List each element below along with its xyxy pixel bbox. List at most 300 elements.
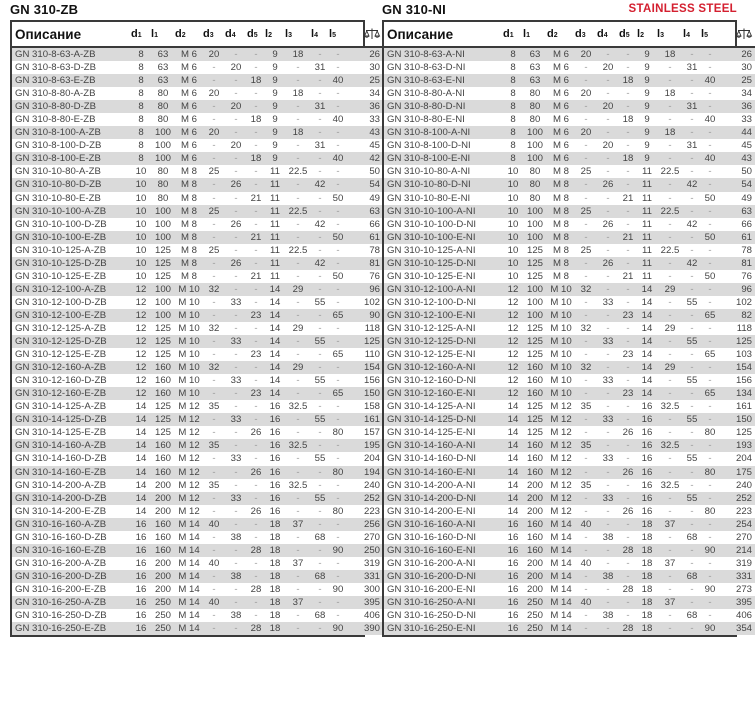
cell-d5: 21 xyxy=(619,270,637,283)
cell-l1: 80 xyxy=(523,113,547,126)
cell-d5: 18 xyxy=(247,152,265,165)
cell-l5: - xyxy=(701,479,719,492)
cell-l4: - xyxy=(311,309,329,322)
cell-l5: - xyxy=(329,609,347,622)
cell-d4: - xyxy=(225,622,247,635)
column-header-l5 xyxy=(329,22,347,47)
cell-description: GN 310-8-100-A-ZB xyxy=(12,126,131,139)
table-row xyxy=(12,400,383,413)
cell-weight: 30 xyxy=(719,61,755,74)
cell-d5: 18 xyxy=(619,152,637,165)
cell-d3: - xyxy=(575,531,597,544)
cell-l2: 14 xyxy=(637,361,657,374)
cell-weight: 125 xyxy=(347,335,383,348)
cell-l3: 37 xyxy=(657,557,683,570)
cell-l3: - xyxy=(657,466,683,479)
cell-d3: - xyxy=(575,231,597,244)
table-row xyxy=(384,361,755,374)
cell-description: GN 310-16-200-E-ZB xyxy=(12,583,131,596)
cell-d4: 38 xyxy=(225,531,247,544)
cell-l5: 80 xyxy=(329,505,347,518)
cell-d3: 40 xyxy=(203,596,225,609)
cell-d4: - xyxy=(225,283,247,296)
cell-description: GN 310-12-125-A-NI xyxy=(384,322,503,335)
cell-d2: M 10 xyxy=(547,335,575,348)
cell-l1: 160 xyxy=(523,466,547,479)
cell-l4: - xyxy=(311,152,329,165)
cell-l4: - xyxy=(683,400,701,413)
cell-weight: 406 xyxy=(719,609,755,622)
table-row xyxy=(384,400,755,413)
cell-l5: - xyxy=(329,439,347,452)
cell-l3: - xyxy=(285,570,311,583)
table-row xyxy=(384,100,755,113)
cell-d5: - xyxy=(247,452,265,465)
cell-l2: 18 xyxy=(265,609,285,622)
cell-l5: - xyxy=(329,61,347,74)
column-header-l3 xyxy=(657,22,683,47)
cell-l2: 9 xyxy=(637,47,657,61)
cell-d1: 12 xyxy=(131,348,151,361)
cell-l4: - xyxy=(683,361,701,374)
header-label: l4 xyxy=(311,28,318,40)
cell-description: GN 310-14-160-D-ZB xyxy=(12,452,131,465)
cell-l2: 9 xyxy=(637,74,657,87)
cell-d5: - xyxy=(247,61,265,74)
cell-weight: 54 xyxy=(719,178,755,191)
table-row xyxy=(12,531,383,544)
cell-d4: - xyxy=(225,466,247,479)
header-label: l5 xyxy=(701,28,708,40)
table-row xyxy=(12,609,383,622)
cell-d1: 8 xyxy=(503,139,523,152)
table-row xyxy=(12,257,383,270)
cell-l3: - xyxy=(285,335,311,348)
cell-d2: M 8 xyxy=(547,192,575,205)
cell-l4: 42 xyxy=(311,218,329,231)
cell-d5: 28 xyxy=(247,544,265,557)
cell-weight: 319 xyxy=(719,557,755,570)
cell-d4: 33 xyxy=(225,413,247,426)
cell-d1: 16 xyxy=(131,557,151,570)
cell-l1: 160 xyxy=(523,518,547,531)
cell-d4: - xyxy=(225,113,247,126)
cell-d2: M 10 xyxy=(547,283,575,296)
cell-l5: 80 xyxy=(701,426,719,439)
cell-l4: - xyxy=(683,87,701,100)
cell-d2: M 6 xyxy=(547,74,575,87)
cell-l5: - xyxy=(329,557,347,570)
cell-l2: 11 xyxy=(265,205,285,218)
cell-l4: - xyxy=(311,622,329,635)
cell-d3: - xyxy=(203,609,225,622)
cell-l1: 200 xyxy=(151,479,175,492)
cell-description: GN 310-14-160-A-NI xyxy=(384,439,503,452)
cell-d5: 21 xyxy=(247,231,265,244)
cell-d5: 23 xyxy=(247,348,265,361)
table-row xyxy=(384,152,755,165)
cell-d2: M 6 xyxy=(547,126,575,139)
cell-weight: 118 xyxy=(347,322,383,335)
cell-l1: 250 xyxy=(151,609,175,622)
cell-l1: 100 xyxy=(151,126,175,139)
table-row xyxy=(12,87,383,100)
cell-l1: 160 xyxy=(151,544,175,557)
header-label: Описание xyxy=(15,26,82,42)
cell-weight: 150 xyxy=(719,413,755,426)
cell-d4: - xyxy=(225,426,247,439)
column-header-d1 xyxy=(503,22,523,47)
cell-d1: 14 xyxy=(131,413,151,426)
cell-l4: 31 xyxy=(683,100,701,113)
cell-weight: 254 xyxy=(719,518,755,531)
cell-weight: 273 xyxy=(719,583,755,596)
cell-d4: - xyxy=(225,583,247,596)
cell-d1: 16 xyxy=(503,518,523,531)
cell-d5: - xyxy=(619,439,637,452)
cell-l5: - xyxy=(329,452,347,465)
cell-weight: 26 xyxy=(347,47,383,61)
cell-weight: 175 xyxy=(719,466,755,479)
cell-l3: - xyxy=(657,583,683,596)
cell-d1: 10 xyxy=(131,205,151,218)
cell-l4: - xyxy=(683,596,701,609)
cell-l5: - xyxy=(701,218,719,231)
cell-weight: 25 xyxy=(719,74,755,87)
cell-l5: 80 xyxy=(701,466,719,479)
cell-d4: - xyxy=(597,361,619,374)
cell-d5: 18 xyxy=(247,74,265,87)
cell-d4: 26 xyxy=(225,218,247,231)
table-row xyxy=(384,583,755,596)
cell-l4: 55 xyxy=(683,374,701,387)
table-row xyxy=(12,466,383,479)
cell-l5: - xyxy=(329,322,347,335)
cell-d3: - xyxy=(575,100,597,113)
cell-d2: M 10 xyxy=(547,387,575,400)
cell-l4: 31 xyxy=(311,61,329,74)
cell-d3: - xyxy=(203,218,225,231)
cell-l4: - xyxy=(683,426,701,439)
cell-l5: - xyxy=(701,322,719,335)
cell-d5: - xyxy=(247,165,265,178)
cell-d1: 10 xyxy=(131,257,151,270)
cell-l2: 14 xyxy=(265,309,285,322)
cell-d5: - xyxy=(247,361,265,374)
table-row xyxy=(384,557,755,570)
cell-l4: - xyxy=(683,283,701,296)
cell-l2: 9 xyxy=(637,126,657,139)
cell-d3: 40 xyxy=(575,518,597,531)
cell-d5: - xyxy=(619,257,637,270)
header-row xyxy=(12,22,383,47)
cell-d5: 18 xyxy=(247,113,265,126)
cell-d1: 12 xyxy=(503,322,523,335)
cell-d2: M 12 xyxy=(547,413,575,426)
cell-d2: M 8 xyxy=(175,270,203,283)
cell-d4: - xyxy=(597,244,619,257)
cell-l1: 80 xyxy=(523,178,547,191)
cell-description: GN 310-8-100-A-NI xyxy=(384,126,503,139)
cell-l1: 125 xyxy=(151,322,175,335)
cell-d3: - xyxy=(575,413,597,426)
cell-d5: 21 xyxy=(619,231,637,244)
cell-d3: - xyxy=(575,452,597,465)
cell-d2: M 10 xyxy=(547,322,575,335)
cell-weight: 223 xyxy=(347,505,383,518)
cell-d2: M 12 xyxy=(547,479,575,492)
table-row xyxy=(12,74,383,87)
cell-d1: 12 xyxy=(503,374,523,387)
cell-d1: 12 xyxy=(131,296,151,309)
cell-d5: - xyxy=(247,570,265,583)
cell-l2: 16 xyxy=(265,426,285,439)
cell-d2: M 14 xyxy=(547,544,575,557)
header-label: d5 xyxy=(619,28,630,40)
cell-weight: 36 xyxy=(347,100,383,113)
cell-d3: - xyxy=(203,348,225,361)
cell-d4: 38 xyxy=(225,570,247,583)
cell-description: GN 310-8-80-D-ZB xyxy=(12,100,131,113)
header-label: l3 xyxy=(657,28,664,40)
cell-l1: 100 xyxy=(523,309,547,322)
cell-l2: 18 xyxy=(637,531,657,544)
cell-l3: - xyxy=(657,387,683,400)
cell-l2: 18 xyxy=(637,583,657,596)
cell-l1: 250 xyxy=(523,622,547,635)
cell-d3: - xyxy=(203,374,225,387)
cell-l3: 18 xyxy=(657,126,683,139)
cell-l2: 11 xyxy=(265,231,285,244)
cell-description: GN 310-16-160-A-NI xyxy=(384,518,503,531)
table-row xyxy=(12,596,383,609)
cell-l3: 22.5 xyxy=(657,165,683,178)
header-label: d3 xyxy=(575,28,586,40)
cell-d2: M 8 xyxy=(175,192,203,205)
cell-l1: 100 xyxy=(151,296,175,309)
cell-l1: 125 xyxy=(151,426,175,439)
cell-l5: 40 xyxy=(329,74,347,87)
cell-l1: 200 xyxy=(151,492,175,505)
cell-d2: M 10 xyxy=(175,309,203,322)
cell-weight: 45 xyxy=(347,139,383,152)
cell-d3: - xyxy=(203,413,225,426)
cell-d1: 16 xyxy=(503,583,523,596)
cell-d3: 40 xyxy=(203,557,225,570)
cell-d3: 35 xyxy=(203,400,225,413)
cell-d5: - xyxy=(247,205,265,218)
cell-l5: - xyxy=(701,244,719,257)
cell-weight: 390 xyxy=(347,622,383,635)
cell-d1: 16 xyxy=(503,570,523,583)
cell-description: GN 310-12-160-D-ZB xyxy=(12,374,131,387)
cell-l2: 14 xyxy=(637,296,657,309)
cell-d1: 12 xyxy=(503,387,523,400)
cell-d1: 12 xyxy=(503,348,523,361)
cell-weight: 354 xyxy=(719,622,755,635)
cell-d5: - xyxy=(619,218,637,231)
cell-l2: 16 xyxy=(637,426,657,439)
cell-l2: 9 xyxy=(637,61,657,74)
cell-d2: M 8 xyxy=(175,178,203,191)
cell-description: GN 310-10-100-D-NI xyxy=(384,218,503,231)
cell-l2: 14 xyxy=(637,374,657,387)
cell-l3: - xyxy=(657,178,683,191)
cell-d5: - xyxy=(247,244,265,257)
cell-l3: - xyxy=(285,413,311,426)
cell-l5: 90 xyxy=(329,583,347,596)
cell-d1: 14 xyxy=(503,400,523,413)
cell-d5: - xyxy=(247,178,265,191)
cell-description: GN 310-8-80-E-NI xyxy=(384,113,503,126)
cell-l3: 29 xyxy=(285,322,311,335)
cell-l5: - xyxy=(701,439,719,452)
cell-l1: 63 xyxy=(523,47,547,61)
cell-description: GN 310-16-250-A-ZB xyxy=(12,596,131,609)
cell-l3: - xyxy=(285,622,311,635)
cell-l5: 80 xyxy=(329,466,347,479)
cell-l3: - xyxy=(285,309,311,322)
cell-l1: 63 xyxy=(151,61,175,74)
cell-d1: 8 xyxy=(503,74,523,87)
cell-l5: - xyxy=(329,413,347,426)
cell-l3: 32.5 xyxy=(285,439,311,452)
cell-d2: M 8 xyxy=(547,231,575,244)
cell-d5: 26 xyxy=(247,466,265,479)
cell-d1: 8 xyxy=(131,152,151,165)
cell-l1: 63 xyxy=(151,74,175,87)
cell-d2: M 10 xyxy=(547,309,575,322)
cell-weight: 61 xyxy=(719,231,755,244)
cell-weight: 161 xyxy=(719,400,755,413)
cell-l2: 14 xyxy=(265,387,285,400)
cell-d3: - xyxy=(575,387,597,400)
cell-d1: 14 xyxy=(131,452,151,465)
cell-d3: - xyxy=(203,583,225,596)
cell-d1: 14 xyxy=(131,400,151,413)
cell-d2: M 14 xyxy=(175,518,203,531)
table-row xyxy=(384,505,755,518)
cell-l2: 11 xyxy=(265,244,285,257)
cell-d3: 32 xyxy=(575,361,597,374)
cell-l5: 65 xyxy=(329,348,347,361)
cell-d1: 16 xyxy=(503,531,523,544)
cell-l1: 80 xyxy=(151,87,175,100)
cell-d4: - xyxy=(225,165,247,178)
cell-d3: - xyxy=(575,74,597,87)
cell-d2: M 10 xyxy=(175,374,203,387)
cell-d3: 35 xyxy=(575,479,597,492)
cell-d4: 33 xyxy=(597,335,619,348)
cell-l1: 80 xyxy=(523,165,547,178)
cell-l4: - xyxy=(311,348,329,361)
cell-l5: - xyxy=(329,479,347,492)
cell-d1: 10 xyxy=(503,205,523,218)
cell-l1: 160 xyxy=(151,531,175,544)
cell-weight: 252 xyxy=(347,492,383,505)
cell-d2: M 6 xyxy=(175,126,203,139)
table-row xyxy=(384,296,755,309)
cell-l3: 37 xyxy=(657,518,683,531)
cell-description: GN 310-12-100-E-NI xyxy=(384,309,503,322)
cell-d1: 16 xyxy=(131,518,151,531)
header-label: d2 xyxy=(547,28,558,40)
cell-l3: 37 xyxy=(657,596,683,609)
cell-d3: - xyxy=(203,61,225,74)
cell-l5: - xyxy=(329,596,347,609)
cell-d4: - xyxy=(597,466,619,479)
cell-d5: - xyxy=(247,439,265,452)
cell-l3: 32.5 xyxy=(657,479,683,492)
cell-l4: - xyxy=(311,322,329,335)
table-row xyxy=(12,322,383,335)
cell-l5: - xyxy=(329,374,347,387)
cell-d2: M 10 xyxy=(175,283,203,296)
cell-weight: 45 xyxy=(719,139,755,152)
cell-d1: 14 xyxy=(503,505,523,518)
cell-d1: 12 xyxy=(131,322,151,335)
cell-d1: 14 xyxy=(503,413,523,426)
table-row xyxy=(12,100,383,113)
cell-l1: 250 xyxy=(523,596,547,609)
cell-l1: 80 xyxy=(151,165,175,178)
cell-d1: 12 xyxy=(503,296,523,309)
cell-d3: - xyxy=(575,113,597,126)
cell-l1: 125 xyxy=(151,413,175,426)
cell-l2: 9 xyxy=(265,87,285,100)
cell-l4: 55 xyxy=(683,492,701,505)
cell-description: GN 310-14-125-E-ZB xyxy=(12,426,131,439)
cell-l2: 18 xyxy=(265,583,285,596)
table-row xyxy=(384,113,755,126)
cell-description: GN 310-12-160-E-ZB xyxy=(12,387,131,400)
cell-l2: 18 xyxy=(265,544,285,557)
cell-description: GN 310-10-125-D-NI xyxy=(384,257,503,270)
cell-d3: - xyxy=(203,296,225,309)
cell-l3: - xyxy=(285,426,311,439)
cell-description: GN 310-12-125-E-ZB xyxy=(12,348,131,361)
cell-d5: - xyxy=(619,47,637,61)
cell-l4: 55 xyxy=(683,335,701,348)
cell-description: GN 310-12-100-A-NI xyxy=(384,283,503,296)
cell-d1: 10 xyxy=(131,244,151,257)
cell-l2: 16 xyxy=(265,492,285,505)
cell-weight: 250 xyxy=(347,544,383,557)
cell-d4: 38 xyxy=(597,531,619,544)
column-header-description xyxy=(384,22,503,47)
cell-l5: - xyxy=(701,139,719,152)
cell-d4: - xyxy=(597,439,619,452)
cell-l5: - xyxy=(701,61,719,74)
cell-l3: 18 xyxy=(285,87,311,100)
cell-l5: - xyxy=(701,374,719,387)
cell-d3: 35 xyxy=(203,479,225,492)
cell-d4: - xyxy=(225,87,247,100)
cell-d5: - xyxy=(619,283,637,296)
cell-description: GN 310-10-100-E-ZB xyxy=(12,231,131,244)
cell-d3: - xyxy=(203,531,225,544)
cell-l5: 65 xyxy=(701,348,719,361)
cell-l4: 68 xyxy=(683,609,701,622)
cell-d2: M 6 xyxy=(175,74,203,87)
cell-d1: 12 xyxy=(503,283,523,296)
cell-l1: 160 xyxy=(523,387,547,400)
cell-l4: - xyxy=(683,322,701,335)
cell-d2: M 12 xyxy=(547,505,575,518)
cell-d1: 12 xyxy=(131,374,151,387)
cell-weight: 214 xyxy=(719,544,755,557)
cell-d1: 8 xyxy=(503,113,523,126)
